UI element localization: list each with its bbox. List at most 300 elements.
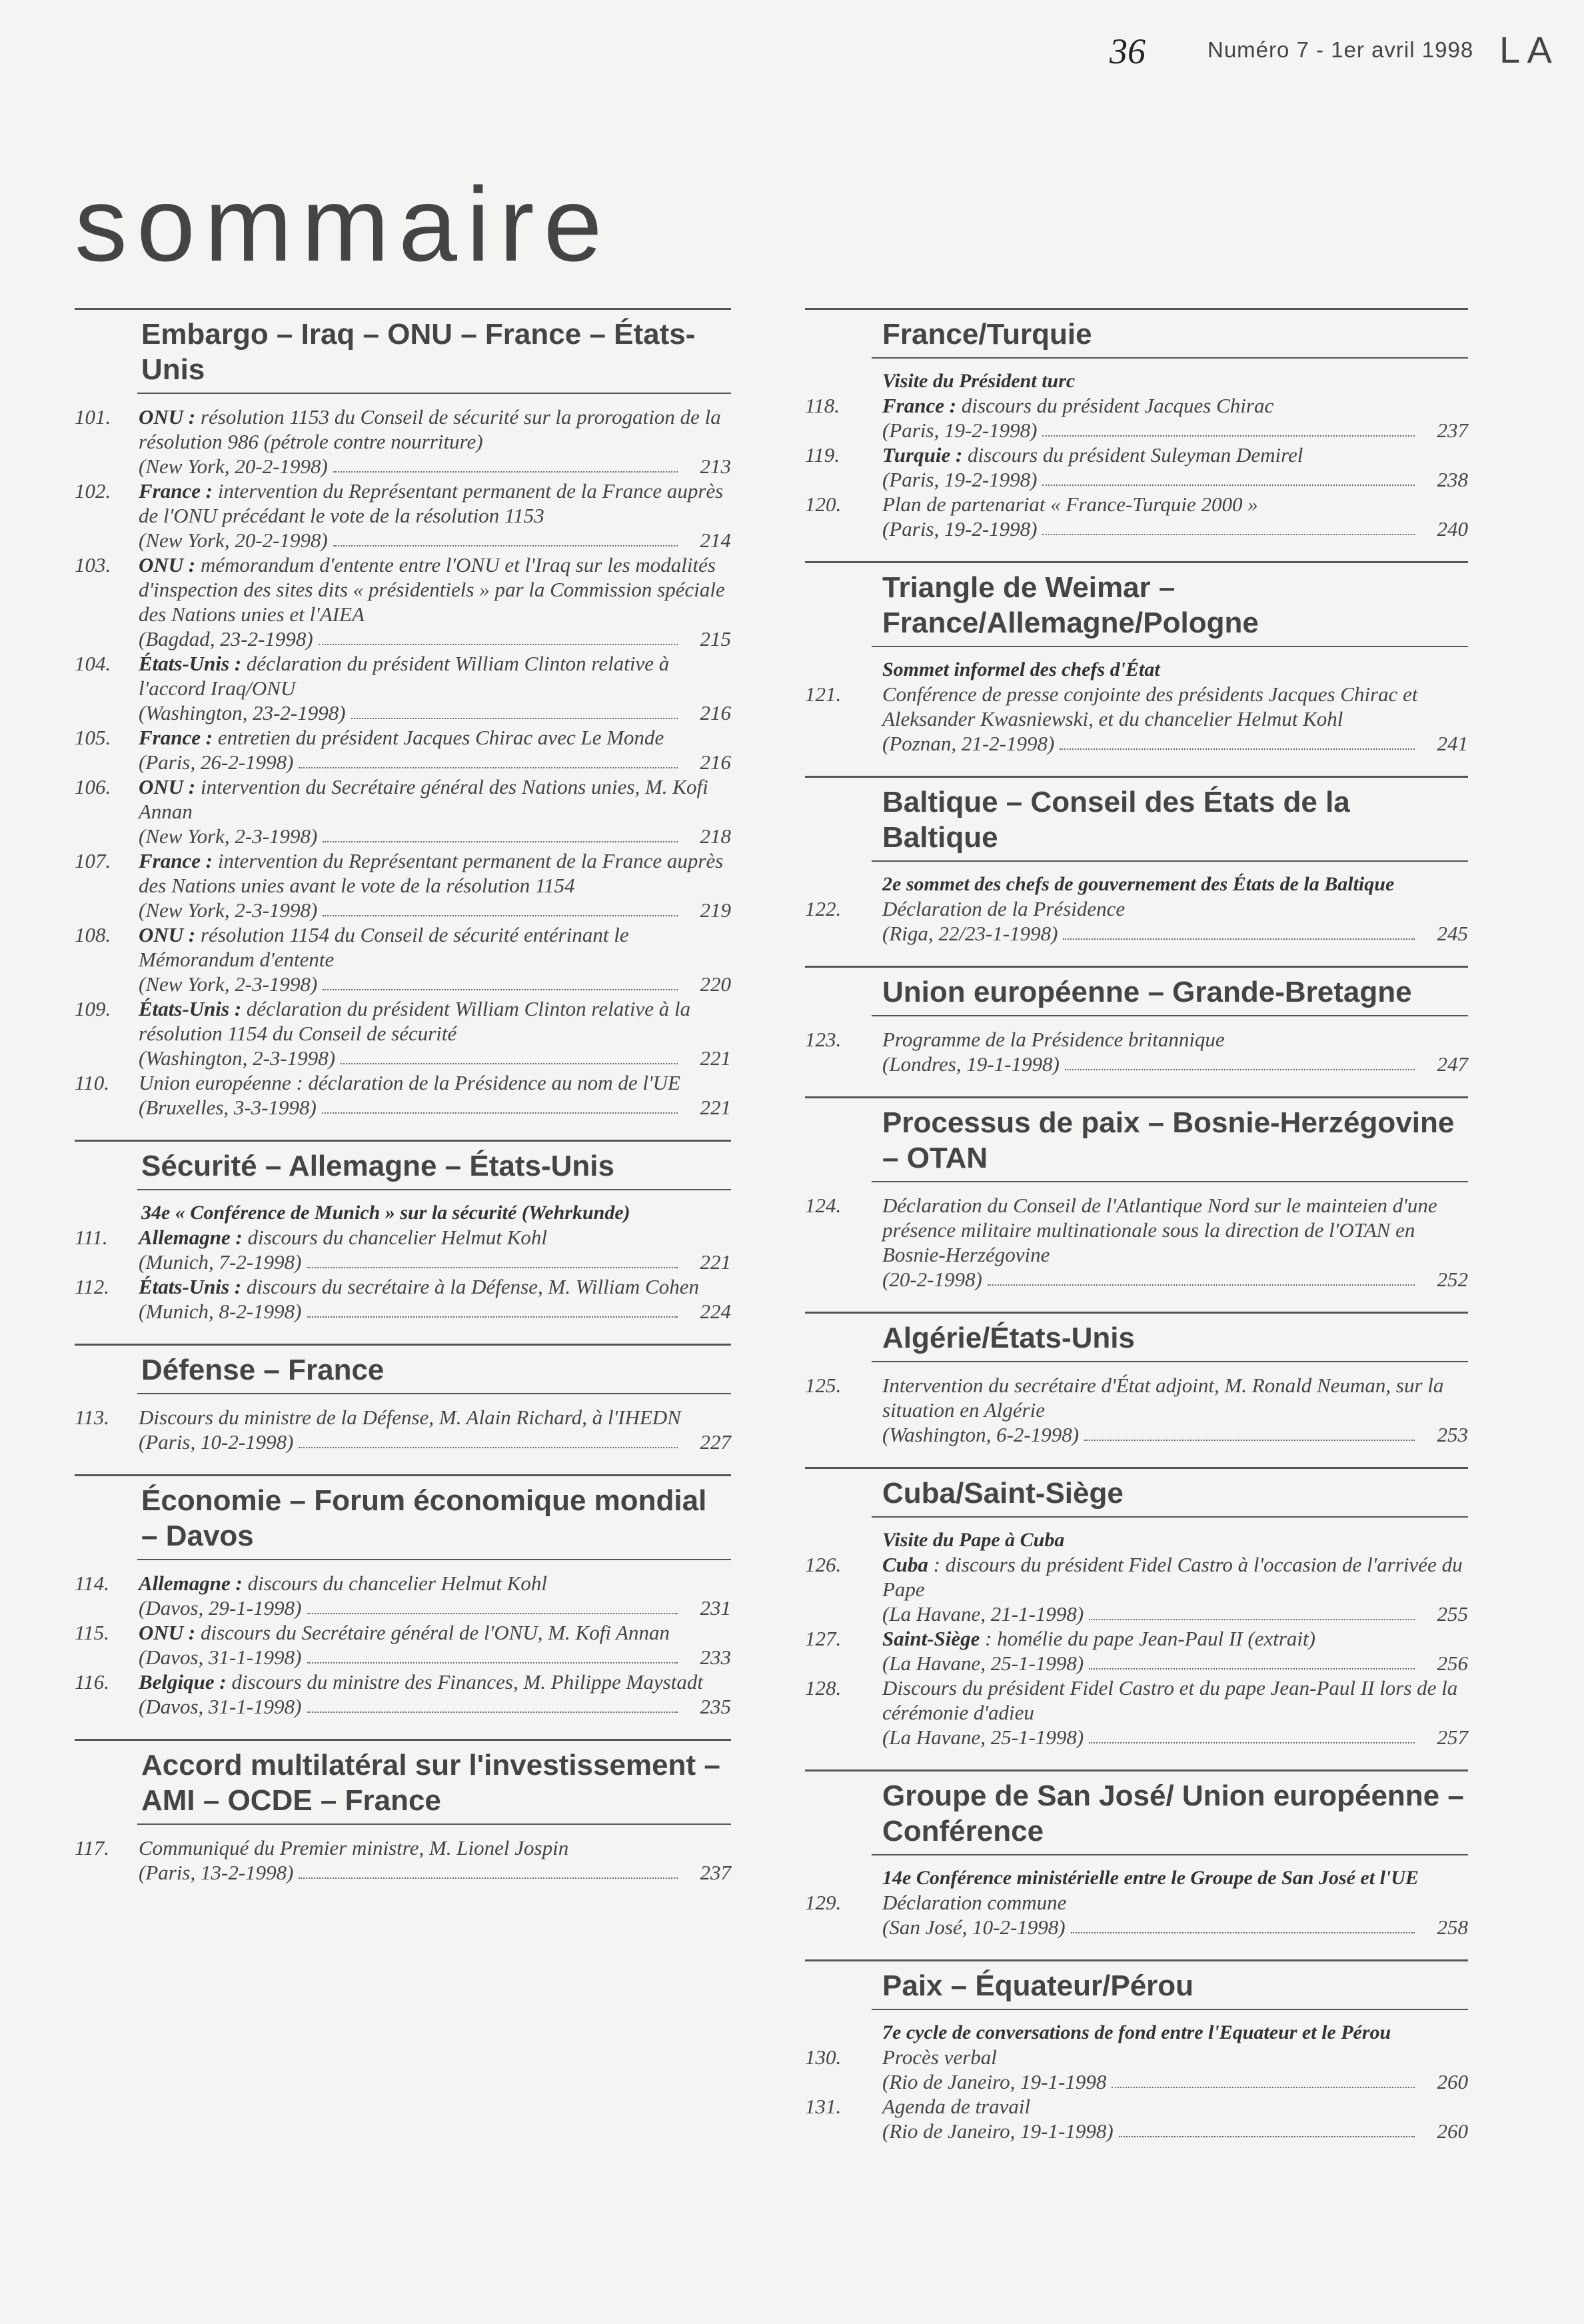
section-underline <box>872 1361 1468 1362</box>
section-gap <box>75 1885 731 1905</box>
entry-lead: ONU : <box>139 553 196 577</box>
entry-lastline <box>882 1651 1468 1676</box>
section-gap <box>805 1292 1468 1312</box>
entry-lead: ONU : <box>139 405 196 429</box>
leader-dots <box>333 471 678 473</box>
entry-text: Déclaration de la Présidence <box>882 897 1126 920</box>
toc-entry <box>75 1274 731 1324</box>
leader-dots <box>1042 435 1415 437</box>
entry-text: déclaration du président William Clinton relative à l'accord Iraq/ONU <box>139 652 670 700</box>
leader-dots <box>1060 748 1415 750</box>
entry-number: 103. <box>75 553 111 577</box>
section-underline <box>137 1189 731 1190</box>
entry-number: 131. <box>805 2095 842 2118</box>
entry-number: 117. <box>75 1836 109 1859</box>
entry-page: 220 <box>700 972 731 996</box>
entry-page: 240 <box>1437 517 1468 541</box>
entry-lastline <box>882 731 1468 756</box>
entry-text: Programme de la Présidence britannique <box>882 1028 1225 1051</box>
toc-entry <box>75 1670 731 1719</box>
toc-section <box>805 966 1468 1096</box>
entry-lastline <box>139 1299 731 1324</box>
entry-body <box>805 443 1468 492</box>
entry-location-date: (Washington, 2-3-1998) <box>139 1046 336 1070</box>
entry-page: 252 <box>1437 1268 1468 1291</box>
entry-text: : discours du président Fidel Castro à l'occasion de l'arrivée du Pape <box>882 1553 1463 1601</box>
toc-entry <box>805 443 1468 492</box>
section-gap <box>805 2143 1468 2163</box>
entry-lead: Allemagne : <box>139 1226 243 1249</box>
entry-text: discours du président Jacques Chirac <box>961 394 1274 417</box>
entry-lastline <box>882 1422 1468 1447</box>
entry-text: Plan de partenariat « France-Turquie 2000 » <box>882 493 1258 516</box>
entry-lastline <box>139 1694 731 1719</box>
section-subtitle: Sommet informel des chefs d'État <box>882 658 1160 680</box>
entry-body <box>75 1670 731 1719</box>
entry-location-date: (Rio de Janeiro, 19-1-1998) <box>882 2119 1114 2143</box>
entry-lastline <box>882 467 1468 492</box>
toc-entry <box>75 1070 731 1120</box>
section-underline <box>872 357 1468 359</box>
section-gap <box>805 756 1468 776</box>
entry-page: 247 <box>1437 1052 1468 1076</box>
entry-number: 126. <box>805 1553 842 1576</box>
section-underline <box>872 646 1468 647</box>
entry-number: 120. <box>805 493 842 516</box>
entry-body <box>75 405 731 479</box>
entry-body <box>75 479 731 553</box>
entry-location-date: (Bruxelles, 3-3-1998) <box>139 1096 317 1119</box>
entry-number: 119. <box>805 443 840 467</box>
section-subtitle: Visite du Président turc <box>882 370 1076 392</box>
section-heading: Groupe de San José/ Union européenne – Conférence <box>882 1779 1464 1847</box>
page-title: sommaire <box>75 166 612 283</box>
entry-location-date: (Davos, 29-1-1998) <box>139 1596 302 1620</box>
toc-section <box>75 1344 731 1474</box>
entry-page: 214 <box>700 529 731 552</box>
entry-location-date: (New York, 20-2-1998) <box>139 529 328 552</box>
entry-text: Déclaration du Conseil de l'Atlantique Nord sur le mainteien d'une présence militaire multinationale sous la direction de l'OTAN en Bosnie-Herzégovine <box>882 1194 1437 1266</box>
entry-page: 253 <box>1437 1423 1468 1446</box>
toc-section <box>805 776 1468 966</box>
section-underline <box>137 1559 731 1560</box>
entry-lastline <box>139 750 731 774</box>
toc-section <box>75 1140 731 1344</box>
entry-text: intervention du Représentant permanent de la France auprès des Nations unies avant le vote de la résolution 1154 <box>139 849 724 897</box>
toc-entry <box>805 2045 1468 2094</box>
entry-number: 118. <box>805 394 840 417</box>
toc-entry <box>805 682 1468 756</box>
entry-body <box>805 1027 1468 1076</box>
entry-text: Communiqué du Premier ministre, M. Lionel Jospin <box>139 1836 569 1859</box>
entry-number: 121. <box>805 682 842 706</box>
toc-section <box>75 1474 731 1739</box>
entry-page: 256 <box>1437 1652 1468 1675</box>
entry-lead: Turquie : <box>882 443 963 467</box>
entry-page: 233 <box>700 1646 731 1669</box>
entry-number: 122. <box>805 897 842 920</box>
entry-body <box>75 725 731 774</box>
entry-lead: ONU : <box>139 775 196 798</box>
section-underline <box>872 2009 1468 2010</box>
toc-entry <box>805 1027 1468 1076</box>
toc-entry <box>75 725 731 774</box>
entry-page: 221 <box>700 1046 731 1070</box>
entry-body <box>805 682 1468 756</box>
entry-page: 216 <box>700 750 731 774</box>
toc-entry <box>805 1626 1468 1676</box>
entry-lead: États-Unis : <box>139 997 242 1020</box>
leader-dots <box>323 915 678 916</box>
entry-lastline <box>139 626 731 651</box>
entry-page: 213 <box>700 455 731 478</box>
entry-number: 113. <box>75 1406 109 1429</box>
section-heading: Cuba/Saint-Siège <box>882 1477 1124 1510</box>
section-subtitle: 7e cycle de conversations de fond entre l'Equateur et le Pérou <box>882 2021 1391 2043</box>
entry-lastline <box>882 1052 1468 1076</box>
entry-text: discours du ministre des Finances, M. Philippe Maystadt <box>231 1670 703 1694</box>
toc-entry <box>75 1405 731 1454</box>
toc-section <box>805 1769 1468 1959</box>
entry-location-date: (New York, 2-3-1998) <box>139 972 318 996</box>
entry-text: Discours du président Fidel Castro et du pape Jean-Paul II lors de la cérémonie d'adieu <box>882 1676 1458 1724</box>
toc-entry <box>805 1676 1468 1749</box>
right-column <box>805 308 1468 2163</box>
entry-body <box>75 1620 731 1670</box>
entry-body <box>805 1193 1468 1292</box>
entry-location-date: (Davos, 31-1-1998) <box>139 1695 302 1718</box>
entry-text: entretien du président Jacques Chirac avec Le Monde <box>217 726 664 749</box>
entry-body <box>75 996 731 1070</box>
section-gap <box>75 1120 731 1140</box>
entry-location-date: (Munich, 7-2-1998) <box>139 1250 302 1274</box>
entry-body <box>75 922 731 996</box>
entry-page: 215 <box>700 627 731 650</box>
section-heading: Baltique – Conseil des États de la Baltique <box>882 786 1350 854</box>
leader-dots <box>988 1284 1415 1286</box>
entry-location-date: (Rio de Janeiro, 19-1-1998 <box>882 2070 1107 2093</box>
entry-body <box>75 1571 731 1620</box>
leader-dots <box>307 1613 678 1614</box>
entry-number: 127. <box>805 1627 842 1650</box>
leader-dots <box>319 644 678 645</box>
entry-lastline <box>139 1596 731 1620</box>
section-heading: Accord multilatéral sur l'investissement – AMI – OCDE – France <box>141 1749 720 1817</box>
entry-location-date: (La Havane, 25-1-1998) <box>882 1652 1084 1675</box>
entry-text: discours du président Suleyman Demirel <box>968 443 1303 467</box>
entry-body <box>75 848 731 922</box>
entry-body <box>75 651 731 725</box>
leader-dots <box>1065 1069 1415 1070</box>
entry-lastline <box>882 1725 1468 1749</box>
entry-page: 255 <box>1437 1602 1468 1626</box>
entry-page: 237 <box>1437 419 1468 442</box>
section-underline <box>872 1181 1468 1182</box>
entry-body <box>75 1405 731 1454</box>
entry-number: 110. <box>75 1071 109 1094</box>
entry-body <box>805 492 1468 541</box>
section-heading: Paix – Équateur/Pérou <box>882 1969 1194 2002</box>
entry-text: Intervention du secrétaire d'État adjoint, M. Ronald Neuman, sur la situation en Algérie <box>882 1374 1444 1422</box>
toc-entry <box>75 1620 731 1670</box>
toc-entry <box>805 1890 1468 1939</box>
entry-text: Discours du ministre de la Défense, M. Alain Richard, à l'IHEDN <box>139 1406 681 1429</box>
leader-dots <box>1042 534 1415 535</box>
entry-text: Agenda de travail <box>882 2095 1031 2118</box>
entry-lead: Belgique : <box>139 1670 227 1694</box>
entry-text: discours du secrétaire à la Défense, M. William Cohen <box>246 1275 699 1298</box>
entry-location-date: (Paris, 13-2-1998) <box>139 1861 294 1884</box>
entry-body <box>75 1070 731 1120</box>
entry-location-date: (Bagdad, 23-2-1998) <box>139 627 313 650</box>
entry-body <box>75 553 731 651</box>
entry-page: 227 <box>700 1430 731 1454</box>
toc-section <box>805 1959 1468 2163</box>
entry-lead: ONU : <box>139 1621 196 1644</box>
section-subtitle: 2e sommet des chefs de gouvernement des États de la Baltique <box>882 873 1395 895</box>
entry-page: 257 <box>1437 1726 1468 1749</box>
toc-entry <box>75 922 731 996</box>
left-column <box>75 308 731 1905</box>
entry-number: 114. <box>75 1572 109 1595</box>
toc-section <box>75 308 731 1140</box>
entry-lastline <box>139 1046 731 1070</box>
toc-section <box>805 1467 1468 1769</box>
toc-entry <box>75 405 731 479</box>
entry-text: intervention du Représentant permanent de la France auprès de l'ONU précédant le vote de la résolution 1153 <box>139 479 724 527</box>
leader-dots <box>1071 1932 1415 1933</box>
entry-number: 128. <box>805 1676 842 1700</box>
entry-location-date: (Davos, 31-1-1998) <box>139 1646 302 1669</box>
toc-entry <box>805 393 1468 443</box>
entry-lead: France : <box>139 726 213 749</box>
toc-entry <box>805 1373 1468 1447</box>
section-gap <box>805 1076 1468 1096</box>
page-number: 36 <box>1110 31 1146 71</box>
entry-lastline <box>882 921 1468 946</box>
entry-body <box>805 1626 1468 1676</box>
entry-body <box>75 1835 731 1885</box>
entry-page: 221 <box>700 1096 731 1119</box>
section-subtitle: 34e « Conférence de Munich » sur la sécurité (Wehrkunde) <box>141 1202 630 1224</box>
entry-number: 106. <box>75 775 111 798</box>
entry-location-date: (New York, 2-3-1998) <box>139 898 318 922</box>
entry-text: : homélie du pape Jean-Paul II (extrait) <box>985 1627 1315 1650</box>
entry-text: discours du Secrétaire général de l'ONU, M. Kofi Annan <box>201 1621 670 1644</box>
leader-dots <box>1084 1440 1415 1441</box>
section-underline <box>872 1516 1468 1518</box>
section-underline <box>872 860 1468 862</box>
toc-entry <box>805 1552 1468 1626</box>
leader-dots <box>1089 1668 1415 1670</box>
entry-body <box>805 2045 1468 2094</box>
entry-lastline <box>882 2119 1468 2143</box>
entry-body <box>805 1676 1468 1749</box>
section-heading: Embargo – Iraq – ONU – France – États-Unis <box>141 318 696 386</box>
entry-lastline <box>139 528 731 553</box>
entry-number: 101. <box>75 405 111 429</box>
entry-text: Déclaration commune <box>882 1891 1067 1914</box>
leader-dots <box>299 1447 678 1448</box>
leader-dots <box>1119 2136 1415 2137</box>
toc-entry <box>75 996 731 1070</box>
leader-dots <box>307 1316 678 1318</box>
leader-dots <box>307 1712 678 1713</box>
leader-dots <box>1063 938 1415 940</box>
entry-page: 231 <box>700 1596 731 1620</box>
entry-body <box>805 1890 1468 1939</box>
entry-lastline <box>139 454 731 479</box>
toc-entry <box>75 1225 731 1274</box>
page-header <box>0 28 1584 71</box>
leader-dots <box>333 545 678 547</box>
leader-dots <box>299 1877 678 1879</box>
entry-lastline <box>882 1602 1468 1626</box>
entry-page: 260 <box>1437 2070 1468 2093</box>
entry-page: 235 <box>700 1695 731 1718</box>
entry-lead: France : <box>139 849 213 872</box>
entry-location-date: (New York, 20-2-1998) <box>139 455 328 478</box>
entry-location-date: (San José, 10-2-1998) <box>882 1915 1066 1939</box>
entry-lastline <box>139 1250 731 1274</box>
entry-page: 218 <box>700 824 731 848</box>
entry-text: mémorandum d'entente entre l'ONU et l'Iraq sur les modalités d'inspection des sites dits « présidentiels » par la Commission spéciale des Nations unies et l'AIEA <box>139 553 725 626</box>
entry-number: 112. <box>75 1275 109 1298</box>
toc-entry <box>805 896 1468 946</box>
section-underline <box>137 393 731 394</box>
entry-text: résolution 1153 du Conseil de sécurité sur la prorogation de la résolution 986 (pétrole contre nourriture) <box>139 405 721 453</box>
issue-label: Numéro 7 - 1er avril 1998 <box>1207 37 1474 62</box>
section-underline <box>872 1854 1468 1855</box>
entry-number: 123. <box>805 1028 842 1051</box>
entry-location-date: (Paris, 19-2-1998) <box>882 419 1038 442</box>
section-heading: Algérie/États-Unis <box>882 1322 1135 1354</box>
entry-location-date: (Munich, 8-2-1998) <box>139 1300 302 1323</box>
entry-number: 130. <box>805 2045 842 2069</box>
entry-body <box>75 1274 731 1324</box>
section-subtitle: Visite du Pape à Cuba <box>882 1529 1065 1551</box>
entry-page: 221 <box>700 1250 731 1274</box>
entry-lead: Cuba <box>882 1553 928 1576</box>
entry-location-date: (20-2-1998) <box>882 1268 982 1291</box>
section-heading: Processus de paix – Bosnie-Herzégovine – OTAN <box>882 1106 1455 1174</box>
entry-lastline <box>139 700 731 725</box>
entry-number: 108. <box>75 923 111 946</box>
section-subtitle: 14e Conférence ministérielle entre le Groupe de San José et l'UE <box>882 1867 1419 1889</box>
leader-dots <box>1042 485 1415 486</box>
entry-page: 224 <box>700 1300 731 1323</box>
entry-page: 219 <box>700 898 731 922</box>
section-underline <box>872 1015 1468 1016</box>
section-gap <box>805 1447 1468 1467</box>
entry-number: 109. <box>75 997 111 1020</box>
entry-body <box>805 1552 1468 1626</box>
entry-text: résolution 1154 du Conseil de sécurité entérinant le Mémorandum d'entente <box>139 923 629 971</box>
entry-number: 105. <box>75 726 111 749</box>
leader-dots <box>1089 1742 1415 1743</box>
entry-location-date: (Paris, 26-2-1998) <box>139 750 294 774</box>
entry-body <box>805 896 1468 946</box>
toc-section <box>805 308 1468 561</box>
toc-entry <box>805 1193 1468 1292</box>
entry-text: discours du chancelier Helmut Kohl <box>247 1226 548 1249</box>
entry-location-date: (Paris, 10-2-1998) <box>139 1430 294 1454</box>
toc-section <box>805 561 1468 776</box>
section-gap <box>75 1324 731 1344</box>
toc-section <box>75 1739 731 1905</box>
entry-location-date: (La Havane, 21-1-1998) <box>882 1602 1084 1626</box>
entry-body <box>75 1225 731 1274</box>
entry-body <box>805 393 1468 443</box>
entry-number: 125. <box>805 1374 842 1397</box>
section-gap <box>805 541 1468 561</box>
toc-entry <box>805 492 1468 541</box>
entry-location-date: (Washington, 23-2-1998) <box>139 701 346 724</box>
section-heading: Triangle de Weimar – France/Allemagne/Pologne <box>882 571 1259 639</box>
entry-lastline <box>139 972 731 996</box>
entry-lastline <box>882 2069 1468 2094</box>
entry-body <box>805 1373 1468 1447</box>
entry-page: 245 <box>1437 922 1468 945</box>
section-heading: France/Turquie <box>882 318 1092 351</box>
entry-page: 260 <box>1437 2119 1468 2143</box>
section-heading: Défense – France <box>141 1354 385 1386</box>
entry-lastline <box>882 517 1468 541</box>
toc-entry <box>75 848 731 922</box>
section-gap <box>805 946 1468 966</box>
toc-entry <box>75 1835 731 1885</box>
entry-page: 216 <box>700 701 731 724</box>
section-gap <box>75 1454 731 1474</box>
leader-dots <box>307 1267 678 1268</box>
leader-dots <box>341 1063 678 1064</box>
toc-entry <box>75 1571 731 1620</box>
entry-number: 115. <box>75 1621 109 1644</box>
entry-location-date: (La Havane, 25-1-1998) <box>882 1726 1084 1749</box>
section-gap <box>805 1939 1468 1959</box>
entry-body <box>805 2094 1468 2143</box>
entry-lastline <box>139 1645 731 1670</box>
entry-number: 111. <box>75 1226 108 1249</box>
entry-lastline <box>139 1430 731 1454</box>
section-heading: Économie – Forum économique mondial – Davos <box>141 1484 707 1552</box>
entry-lead: ONU : <box>139 923 196 946</box>
leader-dots <box>322 1112 678 1114</box>
entry-lastline <box>139 1860 731 1885</box>
entry-lastline <box>882 418 1468 443</box>
entry-lead: États-Unis : <box>139 1275 242 1298</box>
entry-text: intervention du Secrétaire général des Nations unies, M. Kofi Annan <box>139 775 708 823</box>
entry-page: 238 <box>1437 468 1468 491</box>
entry-text: discours du chancelier Helmut Kohl <box>247 1572 548 1595</box>
entry-body <box>75 774 731 848</box>
entry-number: 104. <box>75 652 111 675</box>
entry-text: Conférence de presse conjointe des présidents Jacques Chirac et Aleksander Kwasniewski, et du chancelier Helmut Kohl <box>882 682 1418 730</box>
entry-number: 129. <box>805 1891 842 1914</box>
toc-entry <box>75 774 731 848</box>
leader-dots <box>1112 2087 1415 2088</box>
section-underline <box>137 1823 731 1825</box>
entry-lead: France : <box>882 394 957 417</box>
entry-location-date: (New York, 2-3-1998) <box>139 824 318 848</box>
entry-lastline <box>139 898 731 922</box>
handwritten-mark: L A <box>1499 29 1552 71</box>
entry-location-date: (Paris, 19-2-1998) <box>882 517 1038 541</box>
entry-location-date: (Paris, 19-2-1998) <box>882 468 1038 491</box>
entry-lead: France : <box>139 479 213 503</box>
entry-text: Procès verbal <box>882 2045 997 2069</box>
entry-location-date: (Londres, 19-1-1998) <box>882 1052 1060 1076</box>
